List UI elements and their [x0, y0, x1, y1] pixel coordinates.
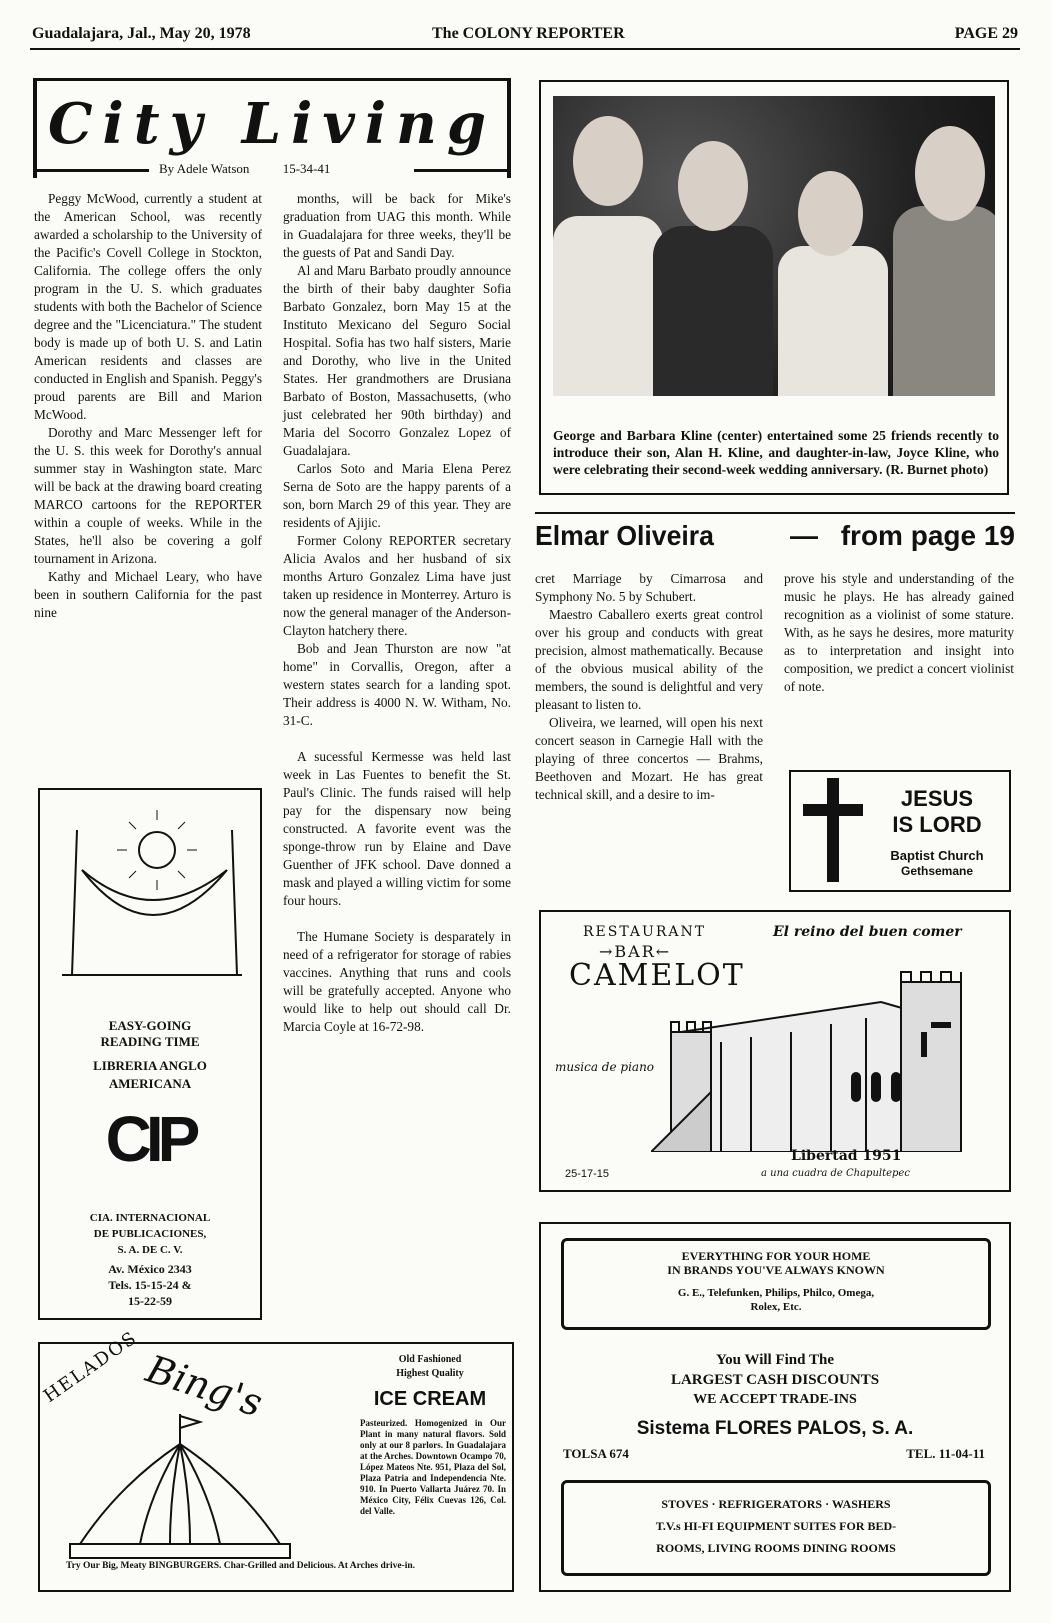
bar-word: BAR	[614, 942, 656, 961]
flores-trade: WE ACCEPT TRADE-INS	[693, 1392, 857, 1407]
ad-slogan: El reino del buen comer	[773, 924, 962, 940]
flores-items-3: ROOMS, LIVING ROOMS DINING ROOMS	[656, 1541, 896, 1555]
cross-icon	[827, 778, 839, 882]
byline-rule-right	[414, 169, 507, 172]
ad-bar: →BAR←	[599, 942, 672, 961]
libreria-address: Av. México 2343	[108, 1262, 192, 1276]
column-title: City Living	[47, 91, 497, 157]
headline-right: from page 19	[840, 520, 1015, 551]
byline-rule	[37, 169, 149, 172]
ad-music: musica de piano	[555, 1060, 655, 1074]
helados-product: ICE CREAM	[373, 1388, 487, 1410]
ad-address-2: a una cuadra de Chapultepec	[761, 1168, 910, 1179]
flores-tel: TEL. 11-04-11	[906, 1446, 985, 1461]
flores-top-frame	[561, 1238, 991, 1330]
paragraph: A sucessful Kermesse was held last week in Las Fuentes to benefit the St. Paul's Clinic. The funds raised will help pay for the dispensary now being constructed. A favorite event was the sponge-throw run by Elaine and Dave Guenther of JFK school. Dave donned a mask and played a willing victim for some four hours.	[283, 749, 511, 908]
flores-items-2: T.V.s HI-FI EQUIPMENT SUITES FOR BED-	[655, 1519, 897, 1533]
libreria-tels-2: 15-22-59	[128, 1294, 172, 1308]
city-living-col-2	[283, 190, 511, 1320]
paragraph: Former Colony REPORTER secretary Alicia Avalos and her husband of six months Arturo Gonzalez Lima have just taken up residence in Monterrey. Arturo is now the general manager of the Anderson-Clayton hatchery there.	[283, 533, 511, 638]
castle-illustration	[651, 962, 1001, 1152]
libreria-co-3: S. A. DE C. V.	[117, 1244, 183, 1256]
paragraph: cret Marriage by Cimarrosa and Symphony No. 5 by Schubert.	[535, 571, 763, 604]
flores-name: Sistema FLORES PALOS, S. A.	[636, 1418, 914, 1439]
masthead	[30, 22, 1020, 50]
paragraph: Peggy McWood, currently a student at the American School, was recently awarded a scholarship to the University of the Pacific's Covell College in Stockton, California. The college offers the only program in the U. S. which graduates students with both the Bachelor of Science degree and the "Licenciatura." The student body is made up of both U. S. and Latin American residents and classes are conducted in English and Spanish. Peggy's proud parents are Bill and Marion McWood.	[34, 191, 262, 422]
jesus-line-1: JESUS	[900, 786, 974, 811]
paragraph: Kathy and Michael Leary, who have been in southern California for the past nine	[34, 569, 262, 620]
ad-restaurant: RESTAURANT	[583, 924, 707, 940]
photograph	[553, 96, 995, 396]
jesus-ad	[789, 770, 1011, 892]
paragraph: Dorothy and Marc Messenger left for the U. S. this week for Dorothy's annual summer stay in Washington state. Marc will be back at the drawing board creating MARCO cartoons for the REPORTER within a couple of weeks. While in the States, he'll also be covering a golf tournament in Arizona.	[34, 425, 262, 566]
oliveira-headline	[535, 520, 1015, 564]
paragraph: Carlos Soto and Maria Elena Perez Serna de Soto are the happy parents of a son, born March 29 of this year. They are residents of Ajijic.	[283, 461, 511, 530]
flores-top-1: EVERYTHING FOR YOUR HOME	[681, 1249, 871, 1263]
flores-ad	[539, 1222, 1011, 1592]
hammock-illustration	[52, 810, 252, 980]
helados-brand-2: Bing's	[141, 1346, 268, 1426]
paper-name: The COLONY REPORTER	[432, 25, 625, 42]
libreria-tag-1: EASY-GOING	[108, 1018, 192, 1033]
paragraph: Al and Maru Barbato proudly announce the birth of their baby daughter Sofia Barbato Gonzalez, born May 15 at the Instituto Mexicano del Seguro Social Hospital. Sofia has two half sisters, Marie and Dorothy, who live in the United States. Her grandmothers are Drusiana Barbato of Boston, Massachusetts, (who just celebrated her 90th birthday) and Maria del Socorro Gonzalez Lopez of Guadalajara.	[283, 263, 511, 458]
helados-footer: Try Our Big, Meaty BINGBURGERS. Char-Grilled and Delicious. At Arches drive-in.	[66, 1561, 416, 1571]
flores-items-1: STOVES · REFRIGERATORS · WASHERS	[661, 1497, 891, 1511]
photo-box	[539, 80, 1009, 495]
flores-find: You Will Find The	[716, 1352, 834, 1368]
flores-address: TOLSA 674	[563, 1446, 629, 1461]
libreria-name-2: AMERICANA	[108, 1076, 192, 1091]
paragraph: Maestro Caballero exerts great control over his group and conducts with great precision, almost mathematically. Because of the obvious musical ability of the members, the sound is delightful and very pleasant to listen to.	[535, 607, 763, 712]
cip-logo: CIP	[105, 1103, 195, 1175]
oliveira-rule	[535, 512, 1015, 514]
helados-brand-1: HELADOS	[39, 1327, 142, 1407]
paragraph: months, will be back for Mike's graduation from UAG this month. While in Guadalajara for three weeks, they'll be the guests of Pat and Sandi Day.	[283, 191, 511, 260]
libreria-tag-2: READING TIME	[100, 1034, 200, 1049]
flores-brands-2: Rolex, Etc.	[750, 1301, 802, 1313]
byline-phone: 15-34-41	[282, 161, 331, 176]
flores-top-2: IN BRANDS YOU'VE ALWAYS KNOWN	[667, 1263, 885, 1277]
paragraph: The Humane Society is desparately in need of a refrigerator for storage of rabies vaccines. Anything that runs and cools will be gratefully accepted. Anyone who would like to help out should call Dr. Marcia Coyle at 16-72-98.	[283, 929, 511, 1034]
libreria-ad	[38, 788, 262, 1320]
headline-dash: —	[790, 520, 818, 551]
oliveira-col-2	[784, 570, 1014, 696]
helados-body: Pasteurized. Homogenized in Our Plant in many natural flavors. Sold only at our 8 parlors. In Guadalajara at the Arches. Downtown Ocampo 70, López Mateos Nte. 951, Plaza del Sol, Plaza Patria and Independencia Nte. 910. In Puerto Vallarta Juárez 70. In México City, Félix Cuevas 126, Col. del Valle.	[360, 1418, 506, 1516]
byline	[159, 161, 330, 177]
helados-top-2: Highest Quality	[396, 1368, 464, 1379]
flores-discounts: LARGEST CASH DISCOUNTS	[670, 1372, 880, 1388]
ad-address-1: Libertad 1951	[791, 1148, 902, 1164]
libreria-tels: Tels. 15-15-24 &	[108, 1278, 192, 1292]
paragraph: prove his style and understanding of the music he plays. He has already gained recognition as a violinist of some stature. With, as he says he desires, more maturity as to interpretation and insight into composition, we predict a concert violinist of note.	[784, 571, 1014, 694]
oliveira-col-1	[535, 570, 763, 804]
libreria-co-2: DE PUBLICACIONES,	[93, 1228, 207, 1240]
paragraph: Oliveira, we learned, will open his next concert season in Carnegie Hall with the playing of three concertos — Brahms, Beethoven and Mozart. He has great technical skill, and a desire to im-	[535, 715, 763, 802]
city-living-col-1	[34, 190, 262, 770]
page-number: PAGE 29	[954, 25, 1018, 42]
helados-ad	[38, 1327, 514, 1592]
headline-left: Elmar Oliveira	[535, 520, 714, 551]
dateline: Guadalajara, Jal., May 20, 1978	[32, 25, 251, 42]
helados-top-1: Old Fashioned	[398, 1354, 462, 1365]
flores-brands-1: G. E., Telefunken, Philips, Philco, Omega,	[677, 1287, 875, 1299]
church-name-1: Baptist Church	[890, 848, 984, 863]
camelot-ad	[539, 910, 1011, 1192]
paragraph: Bob and Jean Thurston are now "at home" in Corvallis, Oregon, after a western states search for a landing spot. Their address is 4000 N. W. Witham, No. 31-C.	[283, 641, 511, 728]
byline-author: By Adele Watson	[159, 161, 250, 176]
ad-camelot-name: CAMELOT	[569, 958, 745, 993]
church-name-2: Gethsemane	[900, 864, 974, 878]
ad-phone: 25-17-15	[565, 1168, 610, 1180]
city-living-header	[33, 78, 511, 178]
libreria-name-1: LIBRERIA ANGLO	[93, 1058, 207, 1073]
carousel-illustration	[60, 1414, 300, 1564]
photo-caption: George and Barbara Kline (center) entertained some 25 friends recently to introduce their son, Alan H. Kline, and daughter-in-law, Joyce Kline, who were celebrating their second-week wedding anniversary. (R. Burnet photo)	[553, 428, 999, 477]
libreria-co-1: CIA. INTERNACIONAL	[89, 1212, 211, 1224]
flores-items-frame	[561, 1480, 991, 1576]
jesus-line-2: IS LORD	[892, 812, 982, 837]
